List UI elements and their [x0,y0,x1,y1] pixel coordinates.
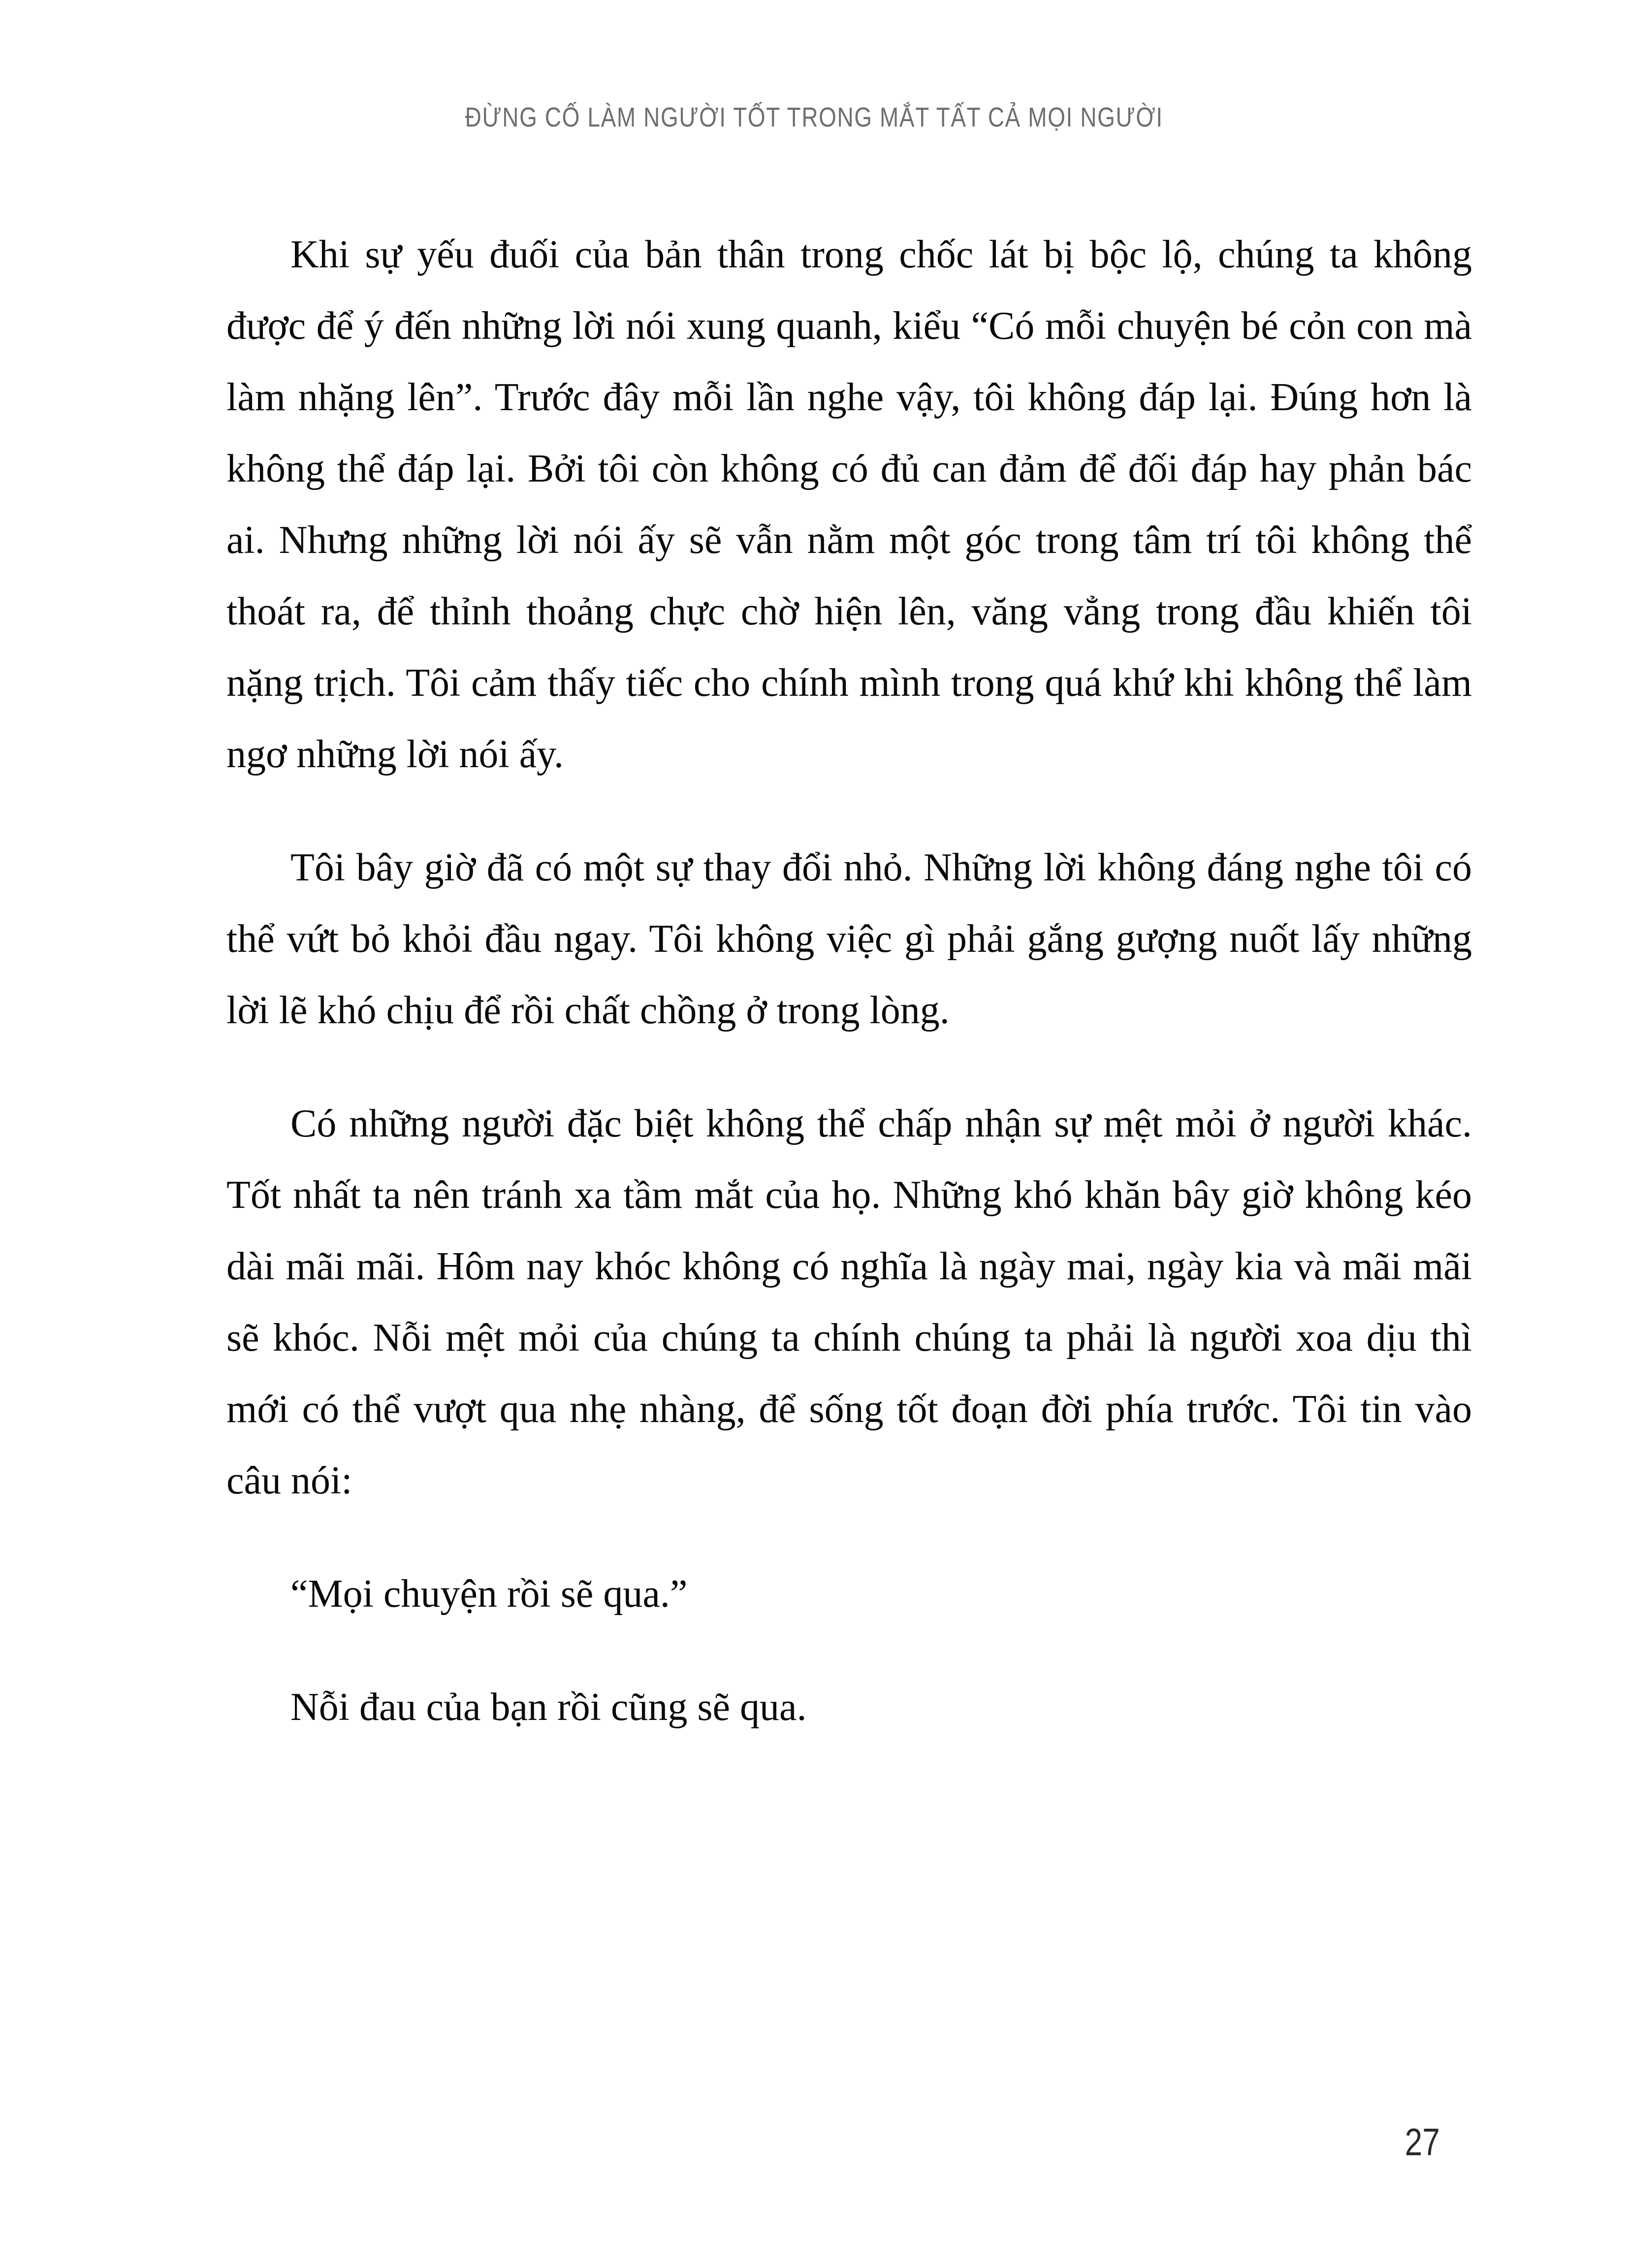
quote-line: Nỗi đau của bạn rồi cũng sẽ qua. [290,1685,807,1729]
running-header [0,101,1628,133]
quote-line: “Mọi chuyện rồi sẽ qua.” [290,1572,688,1616]
running-header-title: ĐỪNG CỐ LÀM NGƯỜI TỐT TRONG MẮT TẤT CẢ MỌI NGƯỜI [465,101,1163,132]
body-text [226,219,1472,1785]
page-number [1341,2120,1440,2165]
page-number-value: 27 [1405,2120,1440,2164]
paragraph: Có những người đặc biệt không thể chấp nhận sự mệt mỏi ở người khác. Tốt nhất ta nên tránh xa tầm mắt của họ. Những khó khăn bây giờ không kéo dài mãi mãi. Hôm nay khóc không có nghĩa là ngày mai, ngày kia và mãi mãi sẽ khóc. Nỗi mệt mỏi của chúng ta chính chúng ta phải là người xoa dịu thì mới có thể vượt qua nhẹ nhàng, để sống tốt đoạn đời phía trước. Tôi tin vào câu nói: [226,1102,1472,1502]
paragraph: Khi sự yếu đuối của bản thân trong chốc lát bị bộc lộ, chúng ta không được để ý đến những lời nói xung quanh, kiểu “Có mỗi chuyện bé cỏn con mà làm nhặng lên”. Trước đây mỗi lần nghe vậy, tôi không đáp lại. Đúng hơn là không thể đáp lại. Bởi tôi còn không có đủ can đảm để đối đáp hay phản bác ai. Nhưng những lời nói ấy sẽ vẫn nằm một góc trong tâm trí tôi không thể thoát ra, để thỉnh thoảng chực chờ hiện lên, văng vẳng trong đầu khiến tôi nặng trịch. Tôi cảm thấy tiếc cho chính mình trong quá khứ khi không thể làm ngơ những lời nói ấy. [226,233,1472,776]
paragraph: Tôi bây giờ đã có một sự thay đổi nhỏ. Những lời không đáng nghe tôi có thể vứt bỏ khỏi đầu ngay. Tôi không việc gì phải gắng gượng nuốt lấy những lời lẽ khó chịu để rồi chất chồng ở trong lòng. [226,846,1472,1032]
